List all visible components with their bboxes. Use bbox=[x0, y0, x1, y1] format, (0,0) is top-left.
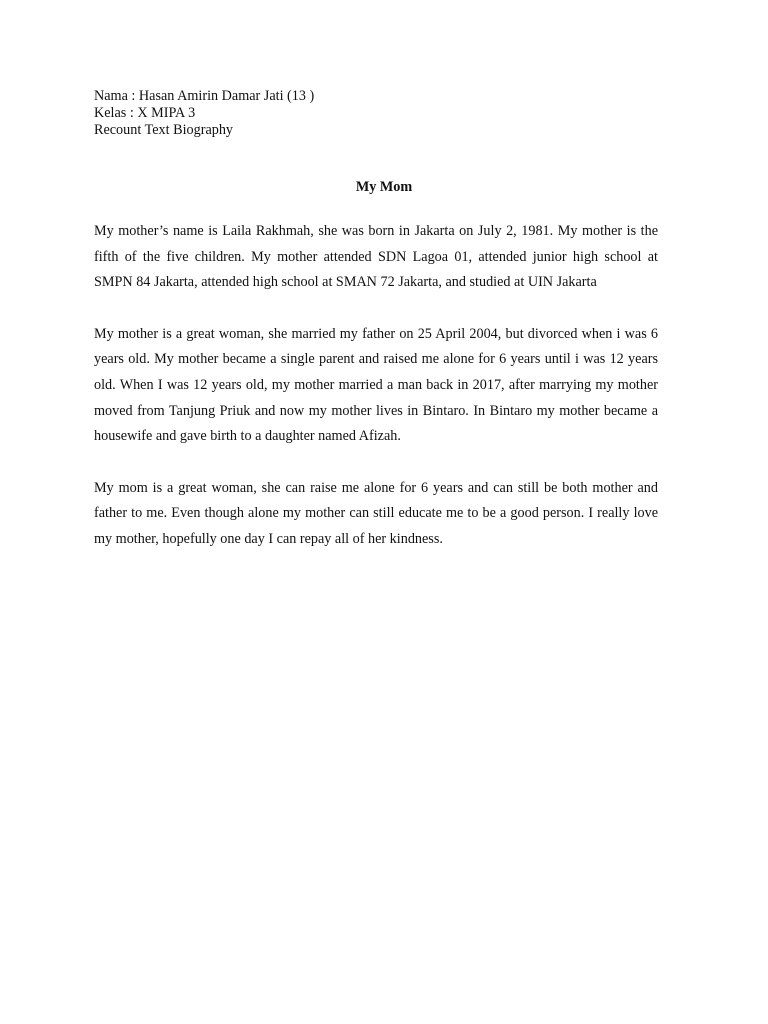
document-body bbox=[94, 219, 658, 553]
document-title: My Mom bbox=[355, 179, 413, 195]
document-header bbox=[94, 88, 674, 139]
student-name-line: Nama : Hasan Amirin Damar Jati (13 ) bbox=[94, 88, 315, 104]
paragraph-1: My mother’s name is Laila Rakhmah, she was born in Jakarta on July 2, 1981. My mother is the fifth of the five children. My mother attended SDN Lagoa 01, attended junior high school at SMPN 84 Jakarta, attended high school at SMAN 72 Jakarta, and studied at UIN Jakarta bbox=[94, 223, 658, 291]
paragraph-3: My mom is a great woman, she can raise me alone for 6 years and can still be both mother and father to me. Even though alone my mother can still educate me to be a good person. I really love my mother, hopefully one day I can repay all of her kindness. bbox=[94, 479, 658, 547]
paragraph-2: My mother is a great woman, she married my father on 25 April 2004, but divorced when i was 6 years old. My mother became a single parent and raised me alone for 6 years until i was 12 years old. When I was 12 years old, my mother married a man back in 2017, after marrying my mother moved from Tanjung Priuk and now my mother lives in Bintaro. In Bintaro my mother became a housewife and gave birth to a daughter named Afizah. bbox=[94, 325, 658, 445]
student-class-line: Kelas : X MIPA 3 bbox=[94, 105, 196, 121]
text-type-line: Recount Text Biography bbox=[94, 122, 234, 138]
